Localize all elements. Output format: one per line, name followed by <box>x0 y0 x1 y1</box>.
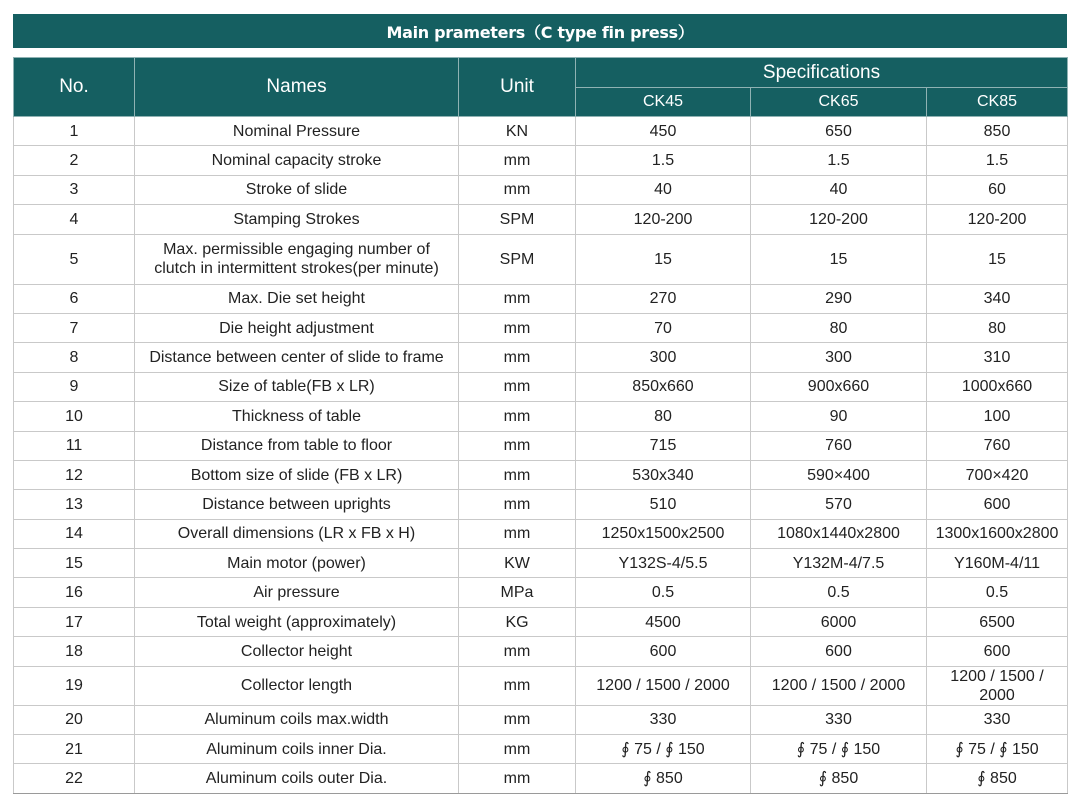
row-value-ck85: 1200 / 1500 / 2000 <box>927 666 1068 705</box>
row-number: 9 <box>14 372 135 401</box>
row-value-ck45: 1200 / 1500 / 2000 <box>576 666 751 705</box>
row-value-ck85: 1300x1600x2800 <box>927 519 1068 548</box>
row-number: 6 <box>14 284 135 313</box>
row-value-ck85: 0.5 <box>927 578 1068 607</box>
row-unit: KN <box>459 117 576 146</box>
row-value-ck45: 715 <box>576 431 751 460</box>
row-number: 12 <box>14 460 135 489</box>
row-value-ck45: 300 <box>576 343 751 372</box>
table-row <box>14 637 1068 666</box>
row-value-ck65: 300 <box>751 343 927 372</box>
row-value-ck45: 0.5 <box>576 578 751 607</box>
row-value-ck85: 80 <box>927 313 1068 342</box>
spec-table <box>13 57 1068 794</box>
row-unit: mm <box>459 490 576 519</box>
row-unit: mm <box>459 735 576 764</box>
header-model: CK65 <box>751 88 927 117</box>
row-value-ck85: 600 <box>927 637 1068 666</box>
row-value-ck65: 570 <box>751 490 927 519</box>
row-unit: mm <box>459 284 576 313</box>
table-row <box>14 117 1068 146</box>
row-value-ck85: 700×420 <box>927 460 1068 489</box>
row-unit: mm <box>459 175 576 204</box>
row-value-ck85: 330 <box>927 705 1068 734</box>
row-name: Max. permissible engaging number of clutch in intermittent strokes(per minute) <box>135 234 459 284</box>
row-value-ck65: 6000 <box>751 607 927 636</box>
row-value-ck45: 850x660 <box>576 372 751 401</box>
row-value-ck45: 40 <box>576 175 751 204</box>
row-value-ck85: 120-200 <box>927 205 1068 234</box>
row-unit: KG <box>459 607 576 636</box>
row-value-ck85: 760 <box>927 431 1068 460</box>
row-unit: KW <box>459 549 576 578</box>
row-value-ck85: 850 <box>927 117 1068 146</box>
row-unit: SPM <box>459 205 576 234</box>
row-value-ck65: 900x660 <box>751 372 927 401</box>
row-value-ck85: 6500 <box>927 607 1068 636</box>
row-name: Bottom size of slide (FB x LR) <box>135 460 459 489</box>
row-value-ck45: 4500 <box>576 607 751 636</box>
row-number: 1 <box>14 117 135 146</box>
row-number: 4 <box>14 205 135 234</box>
row-value-ck85: 340 <box>927 284 1068 313</box>
row-value-ck65: ∮ 850 <box>751 764 927 793</box>
row-name: Die height adjustment <box>135 313 459 342</box>
row-name: Stamping Strokes <box>135 205 459 234</box>
row-number: 20 <box>14 705 135 734</box>
row-number: 17 <box>14 607 135 636</box>
table-row <box>14 519 1068 548</box>
table-row <box>14 607 1068 636</box>
row-value-ck45: 530x340 <box>576 460 751 489</box>
row-name: Air pressure <box>135 578 459 607</box>
row-value-ck65: 760 <box>751 431 927 460</box>
row-value-ck45: Y132S-4/5.5 <box>576 549 751 578</box>
row-name: Aluminum coils max.width <box>135 705 459 734</box>
row-value-ck85: 15 <box>927 234 1068 284</box>
row-unit: mm <box>459 343 576 372</box>
header-model: CK45 <box>576 88 751 117</box>
table-title: Main prameters（C type fin press） <box>13 14 1067 48</box>
table-row <box>14 549 1068 578</box>
row-value-ck65: 90 <box>751 402 927 431</box>
row-value-ck45: 80 <box>576 402 751 431</box>
row-value-ck85: 1000x660 <box>927 372 1068 401</box>
row-value-ck65: 600 <box>751 637 927 666</box>
row-number: 13 <box>14 490 135 519</box>
row-value-ck85: 600 <box>927 490 1068 519</box>
table-row <box>14 578 1068 607</box>
row-value-ck65: 1.5 <box>751 146 927 175</box>
row-unit: mm <box>459 460 576 489</box>
row-unit: mm <box>459 146 576 175</box>
row-number: 5 <box>14 234 135 284</box>
row-unit: mm <box>459 313 576 342</box>
row-unit: mm <box>459 372 576 401</box>
row-value-ck65: Y132M-4/7.5 <box>751 549 927 578</box>
row-name: Distance between uprights <box>135 490 459 519</box>
row-value-ck85: ∮ 75 / ∮ 150 <box>927 735 1068 764</box>
row-number: 10 <box>14 402 135 431</box>
row-number: 21 <box>14 735 135 764</box>
row-name: Stroke of slide <box>135 175 459 204</box>
table-row <box>14 764 1068 793</box>
row-name: Overall dimensions (LR x FB x H) <box>135 519 459 548</box>
header-names: Names <box>135 58 459 117</box>
row-value-ck45: 120-200 <box>576 205 751 234</box>
row-value-ck65: 650 <box>751 117 927 146</box>
row-name: Total weight (approximately) <box>135 607 459 636</box>
row-value-ck45: ∮ 850 <box>576 764 751 793</box>
row-unit: mm <box>459 637 576 666</box>
row-number: 19 <box>14 666 135 705</box>
row-number: 11 <box>14 431 135 460</box>
row-name: Distance between center of slide to frame <box>135 343 459 372</box>
row-value-ck45: 15 <box>576 234 751 284</box>
row-value-ck65: 0.5 <box>751 578 927 607</box>
row-unit: mm <box>459 519 576 548</box>
table-row <box>14 284 1068 313</box>
row-value-ck65: 590×400 <box>751 460 927 489</box>
row-value-ck65: 1080x1440x2800 <box>751 519 927 548</box>
row-value-ck85: 1.5 <box>927 146 1068 175</box>
row-number: 22 <box>14 764 135 793</box>
row-value-ck45: ∮ 75 / ∮ 150 <box>576 735 751 764</box>
row-name: Aluminum coils inner Dia. <box>135 735 459 764</box>
row-number: 7 <box>14 313 135 342</box>
table-row <box>14 460 1068 489</box>
table-body <box>14 117 1068 794</box>
row-name: Nominal Pressure <box>135 117 459 146</box>
row-unit: mm <box>459 764 576 793</box>
row-value-ck65: 1200 / 1500 / 2000 <box>751 666 927 705</box>
row-unit: mm <box>459 666 576 705</box>
header-model: CK85 <box>927 88 1068 117</box>
table-row <box>14 175 1068 204</box>
table-row <box>14 372 1068 401</box>
table-row <box>14 666 1068 705</box>
row-value-ck45: 330 <box>576 705 751 734</box>
row-number: 18 <box>14 637 135 666</box>
row-value-ck45: 510 <box>576 490 751 519</box>
row-value-ck45: 450 <box>576 117 751 146</box>
row-value-ck45: 270 <box>576 284 751 313</box>
row-number: 16 <box>14 578 135 607</box>
row-name: Collector height <box>135 637 459 666</box>
row-unit: MPa <box>459 578 576 607</box>
row-value-ck45: 600 <box>576 637 751 666</box>
header-no: No. <box>14 58 135 117</box>
row-value-ck85: ∮ 850 <box>927 764 1068 793</box>
row-value-ck65: 15 <box>751 234 927 284</box>
header-specifications: Specifications <box>576 58 1068 88</box>
row-unit: SPM <box>459 234 576 284</box>
row-value-ck65: 290 <box>751 284 927 313</box>
row-value-ck65: 330 <box>751 705 927 734</box>
table-row <box>14 205 1068 234</box>
header-unit: Unit <box>459 58 576 117</box>
row-name: Thickness of table <box>135 402 459 431</box>
table-row <box>14 735 1068 764</box>
row-name: Nominal capacity stroke <box>135 146 459 175</box>
row-number: 15 <box>14 549 135 578</box>
row-name: Max. Die set height <box>135 284 459 313</box>
row-value-ck45: 70 <box>576 313 751 342</box>
row-value-ck45: 1250x1500x2500 <box>576 519 751 548</box>
row-name: Size of table(FB x LR) <box>135 372 459 401</box>
row-unit: mm <box>459 705 576 734</box>
table-row <box>14 431 1068 460</box>
table-row <box>14 343 1068 372</box>
row-name: Aluminum coils outer Dia. <box>135 764 459 793</box>
row-name: Main motor (power) <box>135 549 459 578</box>
row-value-ck45: 1.5 <box>576 146 751 175</box>
row-value-ck85: Y160M-4/11 <box>927 549 1068 578</box>
row-unit: mm <box>459 402 576 431</box>
row-unit: mm <box>459 431 576 460</box>
row-value-ck65: 80 <box>751 313 927 342</box>
table-row <box>14 402 1068 431</box>
row-name: Distance from table to floor <box>135 431 459 460</box>
row-value-ck85: 100 <box>927 402 1068 431</box>
row-name: Collector length <box>135 666 459 705</box>
row-number: 3 <box>14 175 135 204</box>
row-number: 8 <box>14 343 135 372</box>
row-value-ck65: 40 <box>751 175 927 204</box>
table-row <box>14 234 1068 284</box>
row-number: 14 <box>14 519 135 548</box>
row-value-ck85: 60 <box>927 175 1068 204</box>
table-header <box>14 58 1068 117</box>
table-row <box>14 146 1068 175</box>
row-value-ck85: 310 <box>927 343 1068 372</box>
table-row <box>14 490 1068 519</box>
row-number: 2 <box>14 146 135 175</box>
row-value-ck65: 120-200 <box>751 205 927 234</box>
row-value-ck65: ∮ 75 / ∮ 150 <box>751 735 927 764</box>
table-row <box>14 705 1068 734</box>
table-row <box>14 313 1068 342</box>
